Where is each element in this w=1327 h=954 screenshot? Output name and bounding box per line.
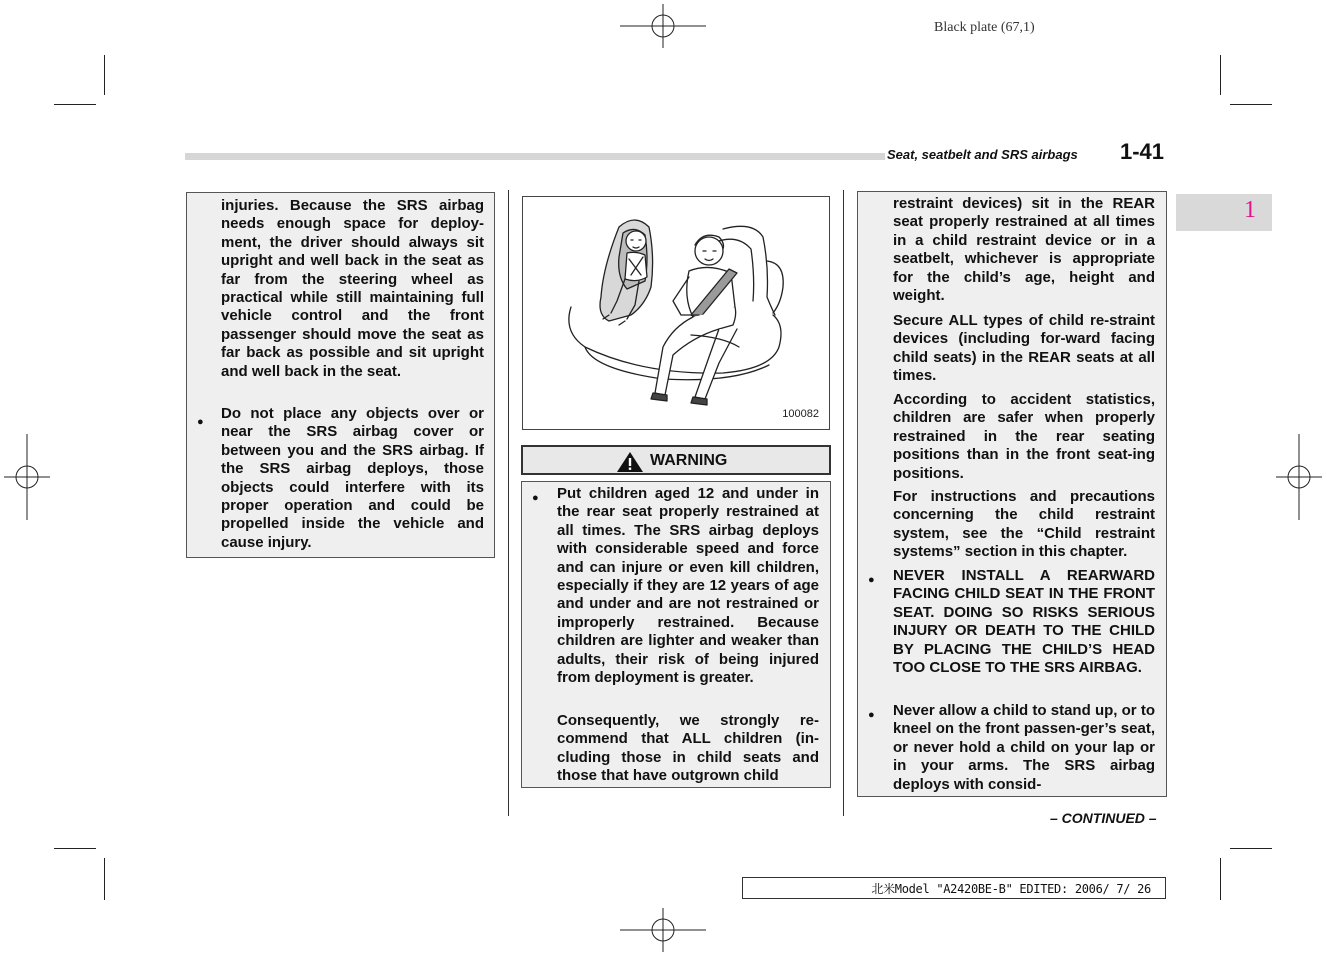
right-paragraph-3: According to accident statistics, children are safer when properly restrained in the rear seating positions than in the front seat-ing positions. bbox=[893, 391, 1155, 482]
warning-title: WARNING bbox=[650, 452, 728, 469]
child-seat-illustration bbox=[522, 196, 830, 430]
left-bullet-text: Do not place any objects over or near the SRS airbag cover or between you and the SRS airbag. If the SRS airbag deploys, those objects could interfere with its proper operation and could be propelled inside the vehicle and cause injury. bbox=[221, 405, 484, 551]
registration-mark-bottom bbox=[620, 908, 706, 952]
column-divider bbox=[508, 190, 509, 816]
plate-label: Black plate (67,1) bbox=[934, 20, 1035, 35]
right-paragraph-2: Secure ALL types of child re-straint devices (including for-ward facing child seats) in the REAR seats at all times. bbox=[893, 312, 1155, 385]
bullet-icon: ● bbox=[868, 574, 875, 586]
chapter-tab bbox=[1176, 194, 1272, 231]
registration-mark-left bbox=[4, 434, 50, 520]
warning-body-box bbox=[521, 481, 831, 788]
footer-text: 北米Model "A2420BE-B" EDITED: 2006/ 7/ 26 bbox=[871, 882, 1151, 896]
warning-header bbox=[521, 445, 831, 475]
warning-triangle-icon bbox=[616, 451, 644, 473]
left-paragraph: injuries. Because the SRS airbag needs enough space for deploy-ment, the driver should always sit upright and well back in the seat as far from the steering wheel as practical while still maintaining full vehicle control and the front passenger should move the seat as far back as possible and sit upright and well back in the seat. bbox=[221, 197, 484, 380]
header-rule bbox=[185, 153, 885, 160]
left-warning-box bbox=[186, 192, 495, 558]
right-warning-box bbox=[857, 191, 1167, 797]
right-bullet-text-1: NEVER INSTALL A REARWARD FACING CHILD SEAT IN THE FRONT SEAT. DOING SO RISKS SERIOUS INJURY OR DEATH TO THE CHILD BY PLACING THE CHILD’S HEAD TOO CLOSE TO THE SRS AIRBAG. bbox=[893, 567, 1155, 677]
column-divider bbox=[843, 190, 844, 816]
chapter-number: 1 bbox=[1244, 197, 1256, 223]
registration-mark-top bbox=[620, 4, 706, 48]
section-title: Seat, seatbelt and SRS airbags bbox=[887, 147, 1078, 162]
footer-box bbox=[742, 877, 1166, 899]
bullet-icon: ● bbox=[532, 492, 539, 504]
warning-bullet-text: Put children aged 12 and under in the rear seat properly restrained at all times. The SRS airbag deploys with considerable speed and force and can injure or even kill children, especially if they are 12 years of age and under and are not restrained or improperly restrained. Because children are lighter and weaker than adults, their risk of being injured from deployment is greater. bbox=[557, 485, 819, 687]
registration-mark-right bbox=[1276, 434, 1322, 520]
figure-code: 100082 bbox=[782, 408, 819, 420]
page-number: 1-41 bbox=[1120, 139, 1165, 164]
right-paragraph-1: restraint devices) sit in the REAR seat properly restrained at all times in a child restraint device or in a seatbelt, whichever is appropriate for the child’s age, height and weight. bbox=[893, 195, 1155, 305]
warning-paragraph: Consequently, we strongly re-commend that ALL children (in-cluding those in child seats and those that have outgrown child bbox=[557, 712, 819, 785]
bullet-icon: ● bbox=[868, 709, 875, 721]
continued-label: – CONTINUED – bbox=[1050, 810, 1157, 826]
bullet-icon: ● bbox=[197, 416, 204, 428]
right-bullet-text-2: Never allow a child to stand up, or to kneel on the front passen-ger’s seat, or never hold a child on your lap or in your arms. The SRS airbag deploys with consid- bbox=[893, 702, 1155, 793]
child-seat-drawing bbox=[523, 197, 829, 429]
right-paragraph-4: For instructions and precautions concerning the child restraint system, see the “Child restraint systems” section in this chapter. bbox=[893, 488, 1155, 561]
